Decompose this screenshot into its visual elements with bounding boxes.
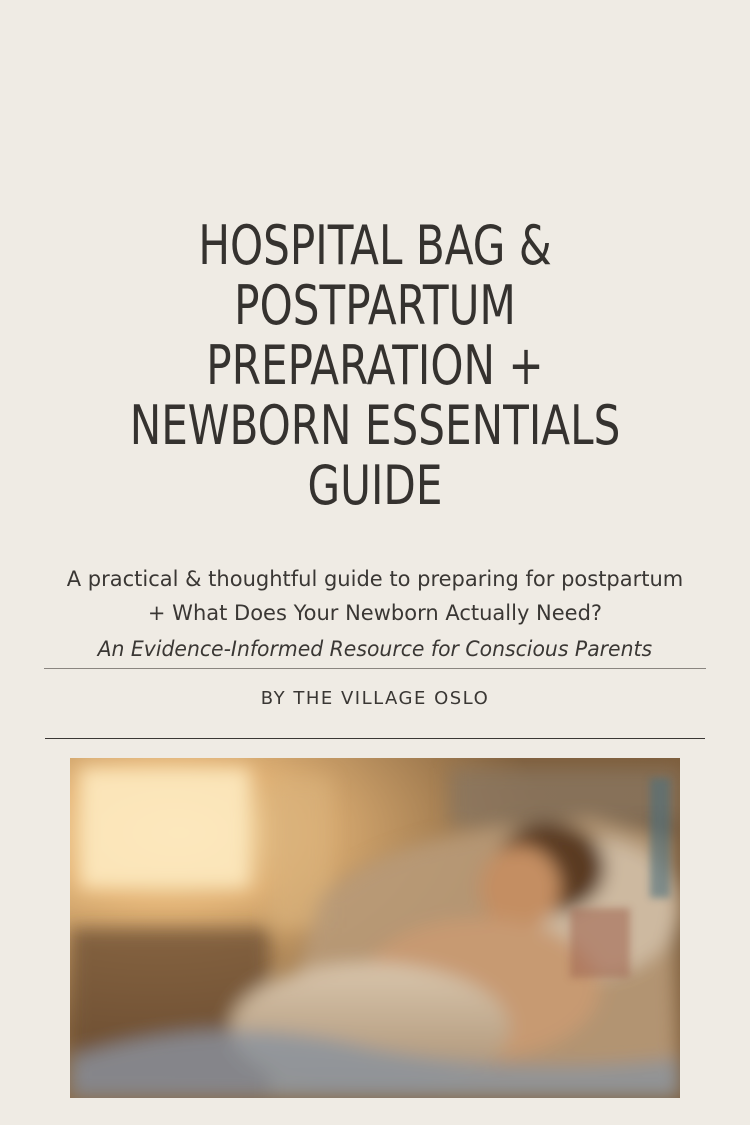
tagline-container (44, 632, 706, 669)
subtitle-line-1: A practical & thoughtful guide to preparing for postpartum (66, 567, 684, 591)
subtitle (0, 562, 750, 630)
hospital-bed-photo-illustration (70, 758, 680, 1098)
page-title (83, 216, 668, 516)
hero-photo (70, 758, 680, 1098)
divider (45, 738, 705, 739)
title-line-5: GUIDE (307, 454, 443, 517)
tagline: An Evidence-Informed Resource for Conscious Parents (97, 637, 653, 661)
title-line-2: POSTPARTUM (234, 274, 516, 337)
title-line-1: HOSPITAL BAG & (198, 214, 552, 277)
byline: BY THE VILLAGE OSLO (260, 688, 490, 709)
title-line-3: PREPARATION + (206, 334, 544, 397)
title-line-4: NEWBORN ESSENTIALS (129, 394, 621, 457)
subtitle-line-2: + What Does Your Newborn Actually Need? (147, 601, 603, 625)
